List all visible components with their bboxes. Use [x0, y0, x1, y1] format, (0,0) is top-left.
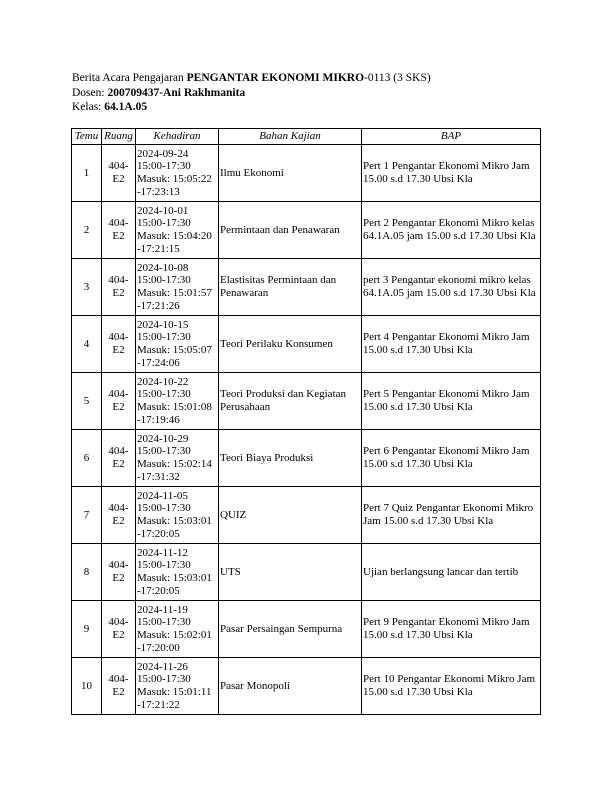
cell-ruang: 404- E2 [102, 316, 136, 373]
table-row [72, 316, 541, 373]
cell-temu: 5 [72, 373, 102, 430]
col-bap: BAP [362, 129, 541, 145]
cell-temu: 3 [72, 259, 102, 316]
kelas-code: 64.1A.05 [104, 101, 148, 113]
kehadiran-keluar: -17:21:15 [137, 242, 180, 255]
kehadiran-jam: 15:00-17:30 [137, 388, 191, 401]
cell-bap: Pert 4 Pengantar Ekonomi Mikro Jam 15.00 s.d 17.30 Ubsi Kla [362, 316, 541, 373]
kehadiran-masuk: Masuk: 15:01:11 [137, 686, 212, 698]
cell-kehadiran [136, 658, 219, 715]
kehadiran-masuk: Masuk: 15:04:20 [137, 230, 212, 242]
cell-bap: Pert 9 Pengantar Ekonomi Mikro Jam 15.00 s.d 17.30 Ubsi Kla [362, 601, 541, 658]
cell-ruang: 404- E2 [102, 601, 136, 658]
table-row [72, 202, 541, 259]
kehadiran-masuk: Masuk: 15:05:07 [137, 344, 212, 356]
dosen-line: Dosen: 200709437-Ani Rakhmanita [72, 86, 246, 99]
kehadiran-keluar: -17:19:46 [137, 413, 180, 426]
cell-temu: 2 [72, 202, 102, 259]
kehadiran-keluar: -17:20:00 [137, 641, 180, 654]
table-row [72, 487, 541, 544]
attendance-table [71, 128, 541, 715]
cell-ruang: 404- E2 [102, 259, 136, 316]
dosen-name: 200709437-Ani Rakhmanita [107, 86, 246, 99]
cell-kehadiran [136, 487, 219, 544]
kehadiran-jam: 15:00-17:30 [137, 559, 191, 572]
kehadiran-keluar: -17:23:13 [137, 185, 180, 198]
cell-bap: Pert 10 Pengantar Ekonomi Mikro Jam 15.00 s.d 17.30 Ubsi Kla [362, 658, 541, 715]
cell-bahan-kajian: QUIZ [219, 487, 362, 544]
cell-temu: 7 [72, 487, 102, 544]
table-header-row [72, 129, 541, 145]
cell-temu: 1 [72, 145, 102, 202]
cell-bahan-kajian: UTS [219, 544, 362, 601]
kehadiran-jam: 15:00-17:30 [137, 673, 191, 686]
cell-bahan-kajian: Teori Produksi dan Kegiatan Perusahaan [219, 373, 362, 430]
cell-ruang: 404- E2 [102, 430, 136, 487]
cell-bap: pert 3 Pengantar ekonomi mikro kelas 64.1A.05 jam 15.00 s.d 17.30 Ubsi Kla [362, 259, 541, 316]
cell-bahan-kajian: Teori Perilaku Konsumen [219, 316, 362, 373]
cell-kehadiran [136, 601, 219, 658]
col-temu: Temu [72, 129, 102, 145]
cell-kehadiran [136, 259, 219, 316]
cell-bap: Pert 2 Pengantar Ekonomi Mikro kelas 64.1A.05 jam 15.00 s.d 17.30 Ubsi Kla [362, 202, 541, 259]
kehadiran-keluar: -17:21:26 [137, 299, 180, 312]
cell-kehadiran [136, 316, 219, 373]
cell-temu: 9 [72, 601, 102, 658]
kehadiran-tanggal: 2024-09-24 [137, 147, 189, 160]
kehadiran-tanggal: 2024-10-22 [137, 375, 189, 388]
kehadiran-tanggal: 2024-10-01 [137, 204, 189, 217]
cell-kehadiran [136, 544, 219, 601]
cell-ruang: 404- E2 [102, 658, 136, 715]
cell-kehadiran [136, 202, 219, 259]
kehadiran-keluar: -17:24:06 [137, 356, 180, 369]
table-row [72, 544, 541, 601]
cell-ruang: 404- E2 [102, 373, 136, 430]
cell-kehadiran [136, 145, 219, 202]
kehadiran-jam: 15:00-17:30 [137, 502, 191, 515]
kehadiran-keluar: -17:21:22 [137, 698, 180, 711]
table-row [72, 373, 541, 430]
cell-bahan-kajian: Permintaan dan Penawaran [219, 202, 362, 259]
kehadiran-jam: 15:00-17:30 [137, 274, 191, 287]
cell-bap: Pert 1 Pengantar Ekonomi Mikro Jam 15.00 s.d 17.30 Ubsi Kla [362, 145, 541, 202]
cell-temu: 6 [72, 430, 102, 487]
col-kehadiran: Kehadiran [136, 129, 219, 145]
cell-bap: Ujian berlangsung lancar dan tertib [362, 544, 541, 601]
table-row [72, 430, 541, 487]
table-row [72, 145, 541, 202]
course-name: PENGANTAR EKONOMI MIKRO [186, 72, 365, 84]
kehadiran-tanggal: 2024-11-26 [137, 660, 188, 673]
kehadiran-keluar: -17:31:32 [137, 470, 180, 483]
kehadiran-masuk: Masuk: 15:01:57 [137, 287, 212, 299]
kehadiran-jam: 15:00-17:30 [137, 217, 191, 230]
cell-ruang: 404- E2 [102, 487, 136, 544]
kehadiran-jam: 15:00-17:30 [137, 445, 191, 458]
kehadiran-tanggal: 2024-11-12 [137, 546, 188, 559]
table-row [72, 259, 541, 316]
kehadiran-jam: 15:00-17:30 [137, 160, 191, 173]
document-header [72, 71, 431, 115]
cell-bap: Pert 7 Quiz Pengantar Ekonomi Mikro Jam 15.00 s.d 17.30 Ubsi Kla [362, 487, 541, 544]
cell-ruang: 404- E2 [102, 202, 136, 259]
kehadiran-masuk: Masuk: 15:02:01 [137, 629, 212, 641]
table-row [72, 601, 541, 658]
cell-kehadiran [136, 430, 219, 487]
cell-bahan-kajian: Elastisitas Permintaan dan Penawaran [219, 259, 362, 316]
kehadiran-tanggal: 2024-11-19 [137, 603, 188, 616]
cell-bahan-kajian: Teori Biaya Produksi [219, 430, 362, 487]
kelas-line: Kelas: 64.1A.05 [72, 101, 148, 113]
cell-bahan-kajian: Pasar Persaingan Sempurna [219, 601, 362, 658]
kehadiran-tanggal: 2024-10-29 [137, 432, 189, 445]
kehadiran-masuk: Masuk: 15:02:14 [137, 458, 212, 470]
kehadiran-masuk: Masuk: 15:01:08 [137, 401, 212, 413]
kehadiran-jam: 15:00-17:30 [137, 616, 191, 629]
cell-kehadiran [136, 373, 219, 430]
cell-temu: 8 [72, 544, 102, 601]
kehadiran-tanggal: 2024-10-15 [137, 318, 189, 331]
kehadiran-tanggal: 2024-10-08 [137, 261, 189, 274]
col-ruang: Ruang [102, 129, 136, 145]
course-line: Berita Acara Pengajaran PENGANTAR EKONOMI MIKRO-0113 (3 SKS) [72, 72, 431, 84]
kehadiran-masuk: Masuk: 15:05:22 [137, 173, 212, 185]
kehadiran-jam: 15:00-17:30 [137, 331, 191, 344]
cell-ruang: 404- E2 [102, 544, 136, 601]
cell-temu: 10 [72, 658, 102, 715]
cell-ruang: 404- E2 [102, 145, 136, 202]
kehadiran-tanggal: 2024-11-05 [137, 489, 188, 502]
kehadiran-masuk: Masuk: 15:03:01 [137, 572, 212, 584]
kehadiran-keluar: -17:20:05 [137, 527, 180, 540]
kehadiran-masuk: Masuk: 15:03:01 [137, 515, 212, 527]
kehadiran-keluar: -17:20:05 [137, 584, 180, 597]
cell-bahan-kajian: Pasar Monopoli [219, 658, 362, 715]
cell-bahan-kajian: Ilmu Ekonomi [219, 145, 362, 202]
cell-bap: Pert 6 Pengantar Ekonomi Mikro Jam 15.00 s.d 17.30 Ubsi Kla [362, 430, 541, 487]
col-bahan-kajian: Bahan Kajian [219, 129, 362, 145]
cell-temu: 4 [72, 316, 102, 373]
table-row [72, 658, 541, 715]
cell-bap: Pert 5 Pengantar Ekonomi Mikro Jam 15.00 s.d 17.30 Ubsi Kla [362, 373, 541, 430]
